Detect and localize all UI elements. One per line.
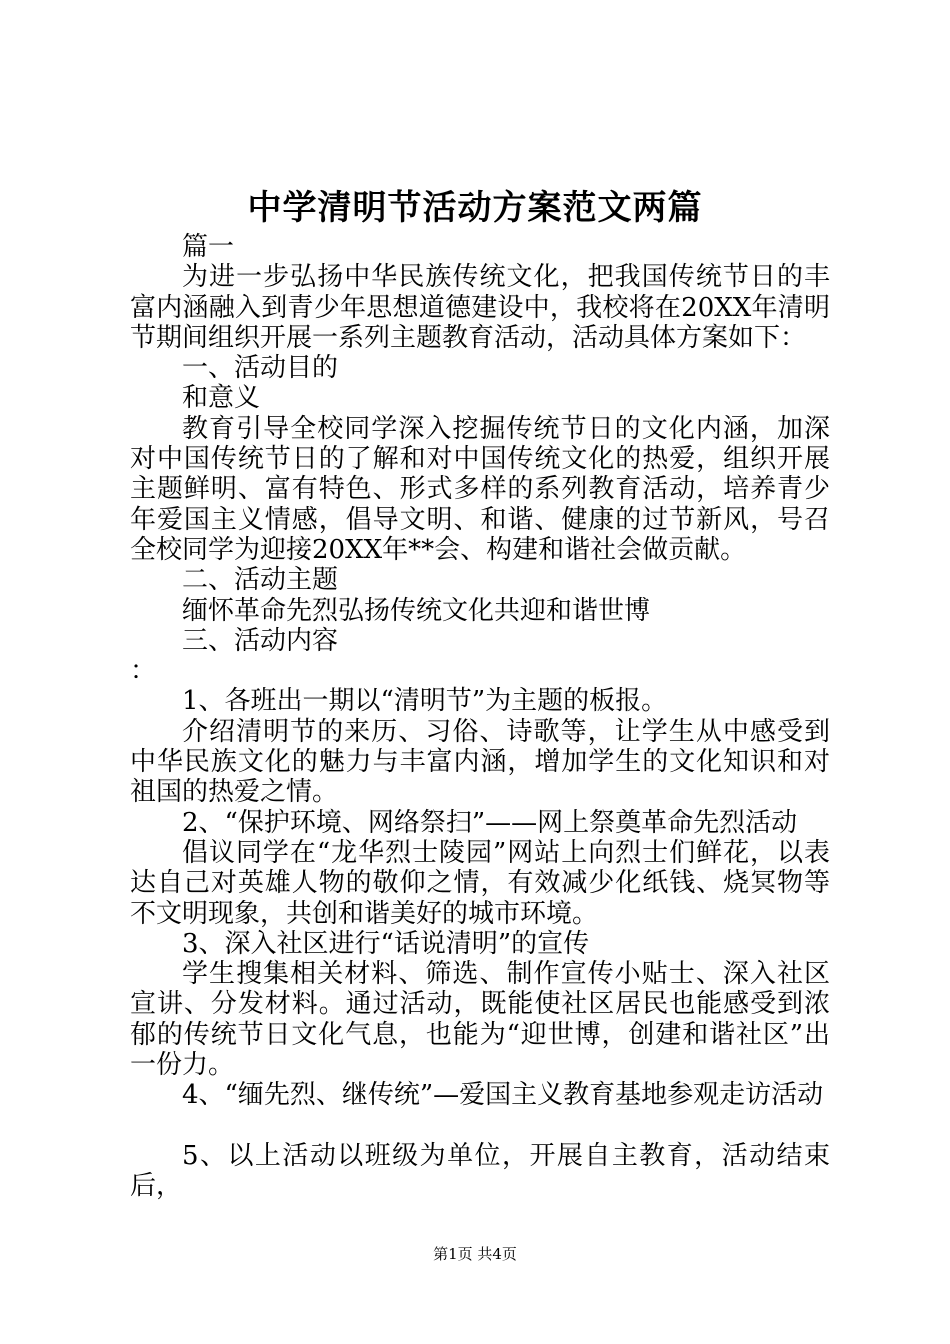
item-1-paragraph: 介绍清明节的来历、习俗、诗歌等，让学生从中感受到中华民族文化的魅力与丰富内涵，增加学生的文化知识和对祖国的热爱之情。: [130, 716, 830, 808]
page-footer: 第1页 共4页: [433, 1245, 517, 1263]
item-2-heading: 2、“保护环境、网络祭扫”——网上祭奠革命先烈活动: [182, 807, 798, 838]
intro-paragraph: 为进一步弘扬中华民族传统文化，把我国传统节日的丰富内涵融入到青少年思想道德建设中，我校将在20XX年清明节期间组织开展一系列主题教育活动，活动具体方案如下：: [130, 262, 830, 353]
section-label: 篇一: [182, 232, 235, 262]
item-4-heading: 4、“缅先烈、继传统”—爱国主义教育基地参观走访活动: [182, 1080, 824, 1111]
theme-paragraph: 缅怀革命先烈弘扬传统文化共迎和谐世博: [182, 595, 651, 626]
item-2-paragraph: 倡议同学在“龙华烈士陵园”网站上向烈士们鲜花，以表达自己对英雄人物的敬仰之情，有效减少化纸钱、烧冥物等不文明现象，共创和谐美好的城市环境。: [130, 837, 830, 929]
heading-content: 三、活动内容: [182, 625, 339, 656]
purpose-paragraph: 教育引导全校同学深入挖掘传统节日的文化内涵，加深对中国传统节日的了解和对中国传统文化的热爱，组织开展主题鲜明、富有特色、形式多样的系列教育活动，培养青少年爱国主义情感，倡导文明、和谐、健康的过节新风，号召全校同学为迎接20XX年**会、构建和谐社会做贡献。: [130, 413, 830, 565]
colon-line: ：: [130, 656, 157, 687]
item-3-paragraph: 学生搜集相关材料、筛选、制作宣传小贴士、深入社区宣讲、分发材料。通过活动，既能使社区居民也能感受到浓郁的传统节日文化气息，也能为“迎世博，创建和谐社区”出一份力。: [130, 959, 830, 1081]
document-title: 中学清明节活动方案范文两篇: [247, 188, 703, 228]
blank-line: [130, 1111, 830, 1141]
heading-purpose: 一、活动目的: [182, 353, 339, 384]
item-1-heading: 1、各班出一期以“清明节”为主题的板报。: [182, 686, 668, 717]
item-3-heading: 3、深入社区进行“话说清明”的宣传: [182, 928, 590, 959]
document-body: [130, 232, 830, 1201]
heading-purpose-cont: 和意义: [182, 383, 261, 414]
item-5-paragraph: 5、以上活动以班级为单位，开展自主教育，活动结束后，: [130, 1140, 830, 1201]
heading-theme: 二、活动主题: [182, 565, 339, 596]
